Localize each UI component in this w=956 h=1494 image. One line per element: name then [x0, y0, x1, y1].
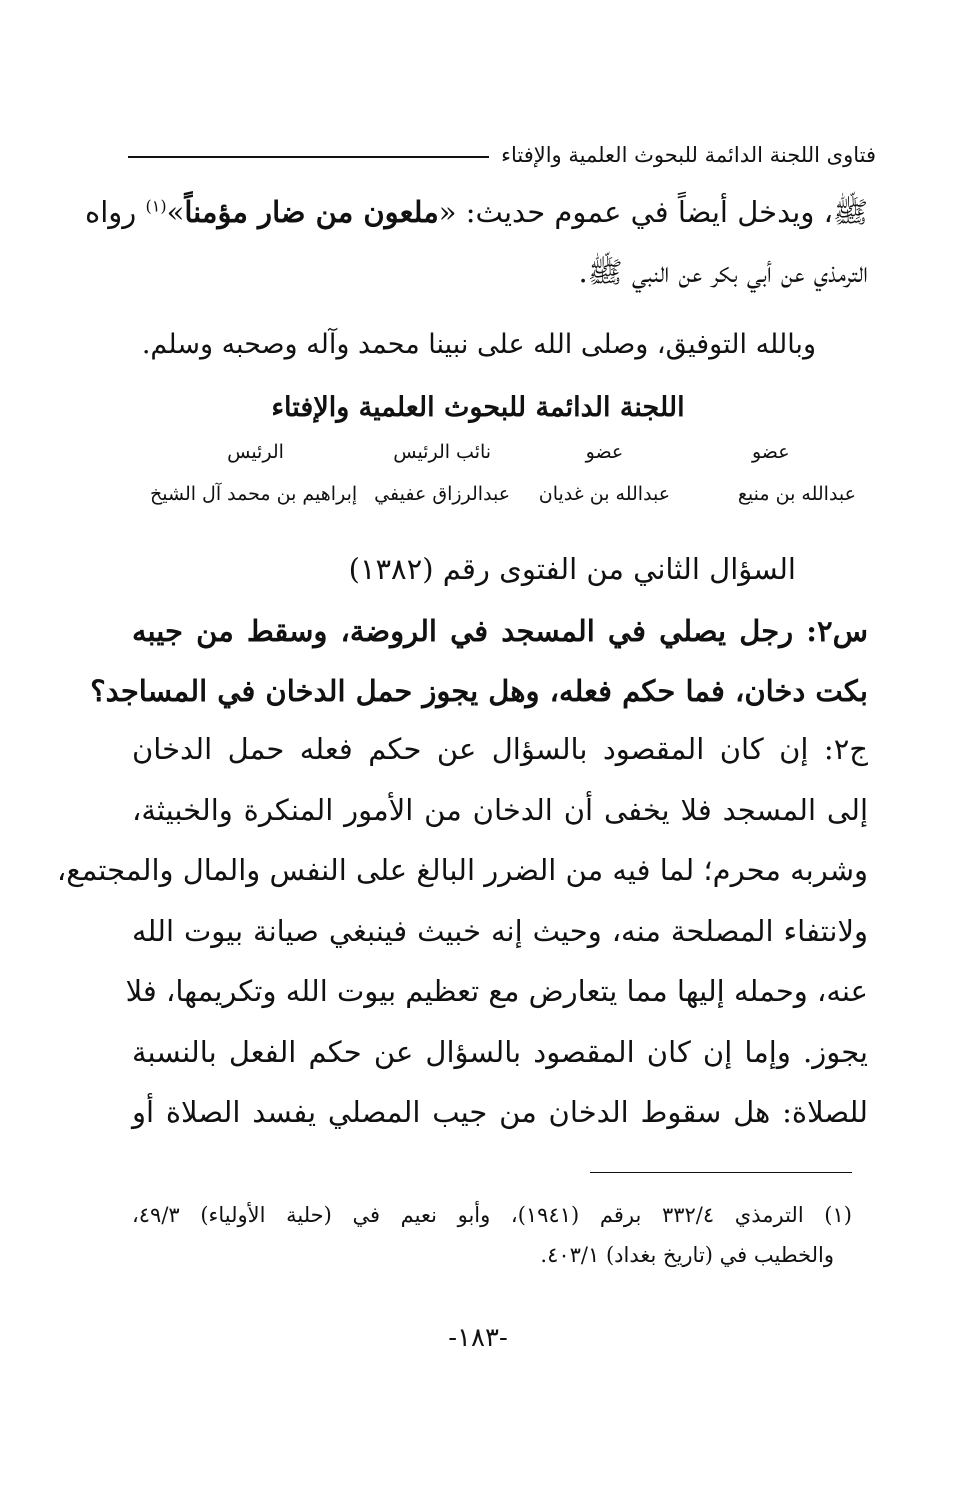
answer-line: عنه، وحمله إليها مما يتعارض مع تعظيم بيوت الله وتكريمها، فلا — [125, 974, 868, 1008]
question-line-2: بكت دخان، فما حكم فعله، وهل يجوز حمل الدخان في المساجد؟ — [90, 674, 868, 708]
signature-role: نائب الرئيس — [393, 441, 492, 463]
footnote-line-1: (١) الترمذي ٣٣٢/٤ برقم (١٩٤١)، وأبو نعيم في (حلية الأولياء) ٤٩/٣، — [132, 1203, 852, 1227]
page-number: -١٨٣- — [448, 1323, 508, 1353]
answer-line: للصلاة: هل سقوط الدخان من جيب المصلي يفسد الصلاة أو — [132, 1095, 868, 1129]
answer-text — [56, 719, 868, 1143]
question-line-1: س٢: رجل يصلي في المسجد في الروضة، وسقط من جيبه — [132, 614, 868, 648]
question-text — [90, 601, 868, 721]
committee-title: اللجنة الدائمة للبحوث العلمية والإفتاء — [271, 392, 685, 423]
intro-text-before: ﷺ، ويدخل أيضاً في عموم حديث: « — [438, 195, 868, 229]
signature-name: عبدالله بن غديان — [538, 483, 671, 505]
footnote-ref: (١) — [145, 196, 167, 216]
intro-text-end: رواه — [85, 195, 146, 229]
footnote-line-2: والخطيب في (تاريخ بغداد) ٤٠٣/١. — [540, 1243, 834, 1267]
answer-line: إلى المسجد فلا يخفى أن الدخان من الأمور المنكرة والخبيثة، — [132, 792, 868, 827]
closing-prayer: وبالله التوفيق، وصلى الله على نبينا محمد وآله وصحبه وسلم. — [141, 329, 816, 360]
answer-line: ولانتفاء المصلحة منه، وحيث إنه خبيث فينبغي صيانة بيوت الله — [132, 913, 868, 948]
signature-name: عبدالرزاق عفيفي — [374, 483, 511, 505]
running-header — [128, 140, 876, 170]
signature-role: عضو — [585, 441, 624, 463]
signature-name: عبدالله بن منيع — [737, 483, 856, 505]
intro-quote-close: » — [166, 195, 185, 229]
answer-line: ج٢: إن كان المقصود بالسؤال عن حكم فعله حمل الدخان — [132, 732, 868, 766]
footnote-separator — [590, 1172, 852, 1173]
signature-name: إبراهيم بن محمد آل الشيخ — [150, 483, 358, 505]
hadith-quote: ملعون من ضار مؤمناً — [184, 195, 439, 229]
header-title: فتاوى اللجنة الدائمة للبحوث العلمية والإفتاء — [501, 143, 876, 167]
signature-names — [150, 479, 856, 509]
answer-line: وشربه محرم؛ لما فيه من الضرر البالغ على النفس والمال والمجتمع، — [56, 853, 868, 887]
signature-role: الرئيس — [227, 441, 284, 463]
intro-paragraph — [85, 182, 868, 302]
signature-role: عضو — [751, 441, 790, 463]
intro-line-2: الترمذي عن أبي بكر عن النبي ﷺ. — [578, 255, 868, 289]
header-rule — [128, 156, 489, 158]
intro-line-1 — [85, 182, 868, 242]
answer-line: يجوز. وإما إن كان المقصود بالسؤال عن حكم الفعل بالنسبة — [132, 1034, 868, 1069]
question-number: السؤال الثاني من الفتوى رقم (١٣٨٢) — [348, 552, 796, 586]
signature-roles — [150, 437, 856, 467]
footnotes — [132, 1195, 852, 1275]
